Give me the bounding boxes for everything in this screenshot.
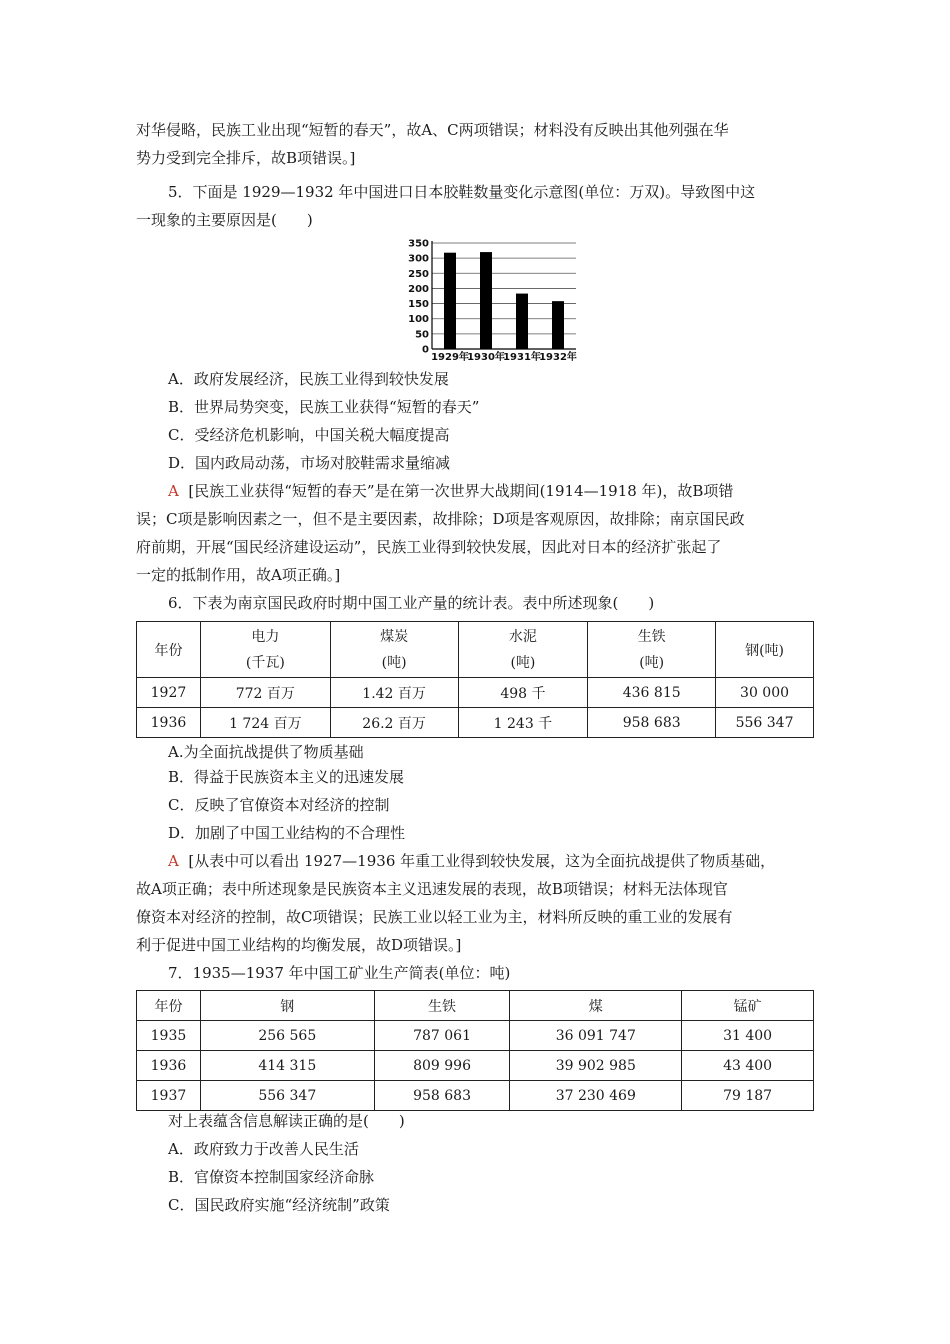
table-cell: 809 996 <box>374 1051 510 1081</box>
table-cell: 36 091 747 <box>510 1021 682 1051</box>
bar <box>516 294 528 349</box>
table-header-cell: 生铁 <box>374 991 510 1021</box>
q6-answer-letter: A <box>168 852 179 870</box>
q5-explanation-line: 误；C项是影响因素之一，但不是主要因素，故排除；D项是客观原因，故排除；南京国民政 <box>136 510 745 528</box>
table-cell: 1936 <box>137 708 201 738</box>
q6-option-b: B．得益于民族资本主义的迅速发展 <box>168 768 405 786</box>
y-tick-label: 0 <box>422 344 429 356</box>
y-tick-label: 150 <box>408 299 429 311</box>
bar <box>480 252 492 349</box>
q6-option-d: D．加剧了中国工业结构的不合理性 <box>168 824 406 842</box>
table-header-cell: 煤 <box>510 991 682 1021</box>
table-cell: 1936 <box>137 1051 201 1081</box>
table-cell: 556 347 <box>716 708 814 738</box>
table-cell: 414 315 <box>200 1051 374 1081</box>
q6-explanation-line: 利于促进中国工业结构的均衡发展，故D项错误。] <box>136 936 462 954</box>
table-cell: 436 815 <box>588 678 716 708</box>
q5-explanation-line: 一定的抵制作用，故A项正确。] <box>136 566 341 584</box>
q7-option-a: A．政府致力于改善人民生活 <box>168 1140 359 1158</box>
y-tick-label: 250 <box>408 268 429 280</box>
table-header-cell: 年份 <box>137 622 201 678</box>
table-cell: 1937 <box>137 1081 201 1111</box>
table-row <box>137 1081 814 1111</box>
q5-option-a: A．政府发展经济，民族工业得到较快发展 <box>168 370 449 388</box>
q7-table <box>136 990 814 1111</box>
table-cell: 1 243 千 <box>458 708 588 738</box>
table-cell: 43 400 <box>682 1051 814 1081</box>
table-cell: 79 187 <box>682 1081 814 1111</box>
q5-explanation-line: 府前期，开展“国民经济建设运动”，民族工业得到较快发展，因此对日本的经济扩张起了 <box>136 538 722 556</box>
question-6-stem: 6．下表为南京国民政府时期中国工业产量的统计表。表中所述现象( ) <box>168 594 655 612</box>
q5-answer-letter: A <box>168 482 179 500</box>
q7-question: 对上表蕴含信息解读正确的是( ) <box>168 1112 405 1130</box>
table-cell: 31 400 <box>682 1021 814 1051</box>
question-5-stem-cont: 一现象的主要原因是( ) <box>136 211 313 229</box>
table-cell: 772 百万 <box>200 678 330 708</box>
x-tick-label: 1931年 <box>503 352 541 363</box>
table-header-row <box>137 991 814 1021</box>
table-header-cell: 钢(吨) <box>716 622 814 678</box>
y-tick-label: 50 <box>415 329 429 341</box>
table-cell: 498 千 <box>458 678 588 708</box>
y-tick-label: 300 <box>408 253 429 265</box>
text-line: 势力受到完全排斥，故B项错误。] <box>136 149 356 167</box>
table-header-cell: 水泥 (吨) <box>458 622 588 678</box>
table-header-cell: 电力 (千瓦) <box>200 622 330 678</box>
q5-explanation: A [民族工业获得“短暂的春天”是在第一次世界大战期间(1914—1918 年)，故B项错 <box>168 482 734 500</box>
q6-option-a: A.为全面抗战提供了物质基础 <box>168 743 364 761</box>
table-cell: 39 902 985 <box>510 1051 682 1081</box>
bar <box>444 253 456 349</box>
table-header-cell: 年份 <box>137 991 201 1021</box>
table-cell: 958 683 <box>588 708 716 738</box>
table-cell: 1 724 百万 <box>200 708 330 738</box>
question-5-stem: 5．下面是 1929—1932 年中国进口日本胶鞋数量变化示意图(单位：万双)。导致图中这 <box>168 183 756 201</box>
table-cell: 1927 <box>137 678 201 708</box>
table-header-cell: 生铁 (吨) <box>588 622 716 678</box>
table-cell: 958 683 <box>374 1081 510 1111</box>
q6-table <box>136 621 814 738</box>
q6-explanation-line: 僚资本对经济的控制，故C项错误；民族工业以轻工业为主，材料所反映的重工业的发展有 <box>136 908 733 926</box>
bar-chart <box>404 236 584 364</box>
text-line: 对华侵略，民族工业出现“短暂的春天”，故A、C两项错误；材料没有反映出其他列强在华 <box>136 121 729 139</box>
table-row <box>137 1051 814 1081</box>
table-header-cell: 煤炭 (吨) <box>330 622 458 678</box>
table-header-row <box>137 622 814 678</box>
table-cell: 26.2 百万 <box>330 708 458 738</box>
table-row <box>137 708 814 738</box>
q5-option-b: B．世界局势突变，民族工业获得“短暂的春天” <box>168 398 480 416</box>
q5-option-c: C．受经济危机影响，中国关税大幅度提高 <box>168 426 450 444</box>
x-tick-label: 1932年 <box>539 352 577 363</box>
y-tick-label: 350 <box>408 238 429 250</box>
q7-option-c: C．国民政府实施“经济统制”政策 <box>168 1196 390 1214</box>
q7-option-b: B．官僚资本控制国家经济命脉 <box>168 1168 375 1186</box>
table-cell: 37 230 469 <box>510 1081 682 1111</box>
x-tick-label: 1929年 <box>431 352 469 363</box>
bar <box>552 301 564 349</box>
table-cell: 1.42 百万 <box>330 678 458 708</box>
table-header-cell: 锰矿 <box>682 991 814 1021</box>
x-tick-label: 1930年 <box>467 352 505 363</box>
q6-option-c: C．反映了官僚资本对经济的控制 <box>168 796 390 814</box>
table-row <box>137 678 814 708</box>
table-cell: 256 565 <box>200 1021 374 1051</box>
table-row <box>137 1021 814 1051</box>
table-cell: 556 347 <box>200 1081 374 1111</box>
q6-explanation-line: 故A项正确；表中所述现象是民族资本主义迅速发展的表现，故B项错误；材料无法体现官 <box>136 880 728 898</box>
table-cell: 30 000 <box>716 678 814 708</box>
table-header-cell: 钢 <box>200 991 374 1021</box>
y-tick-label: 200 <box>408 283 429 295</box>
y-tick-label: 100 <box>408 314 429 326</box>
q5-option-d: D．国内政局动荡，市场对胶鞋需求量缩减 <box>168 454 451 472</box>
question-7-stem: 7．1935—1937 年中国工矿业生产简表(单位：吨) <box>168 964 511 982</box>
q6-explanation: A [从表中可以看出 1927—1936 年重工业得到较快发展，这为全面抗战提供了物质基础， <box>168 852 776 870</box>
table-cell: 1935 <box>137 1021 201 1051</box>
table-cell: 787 061 <box>374 1021 510 1051</box>
